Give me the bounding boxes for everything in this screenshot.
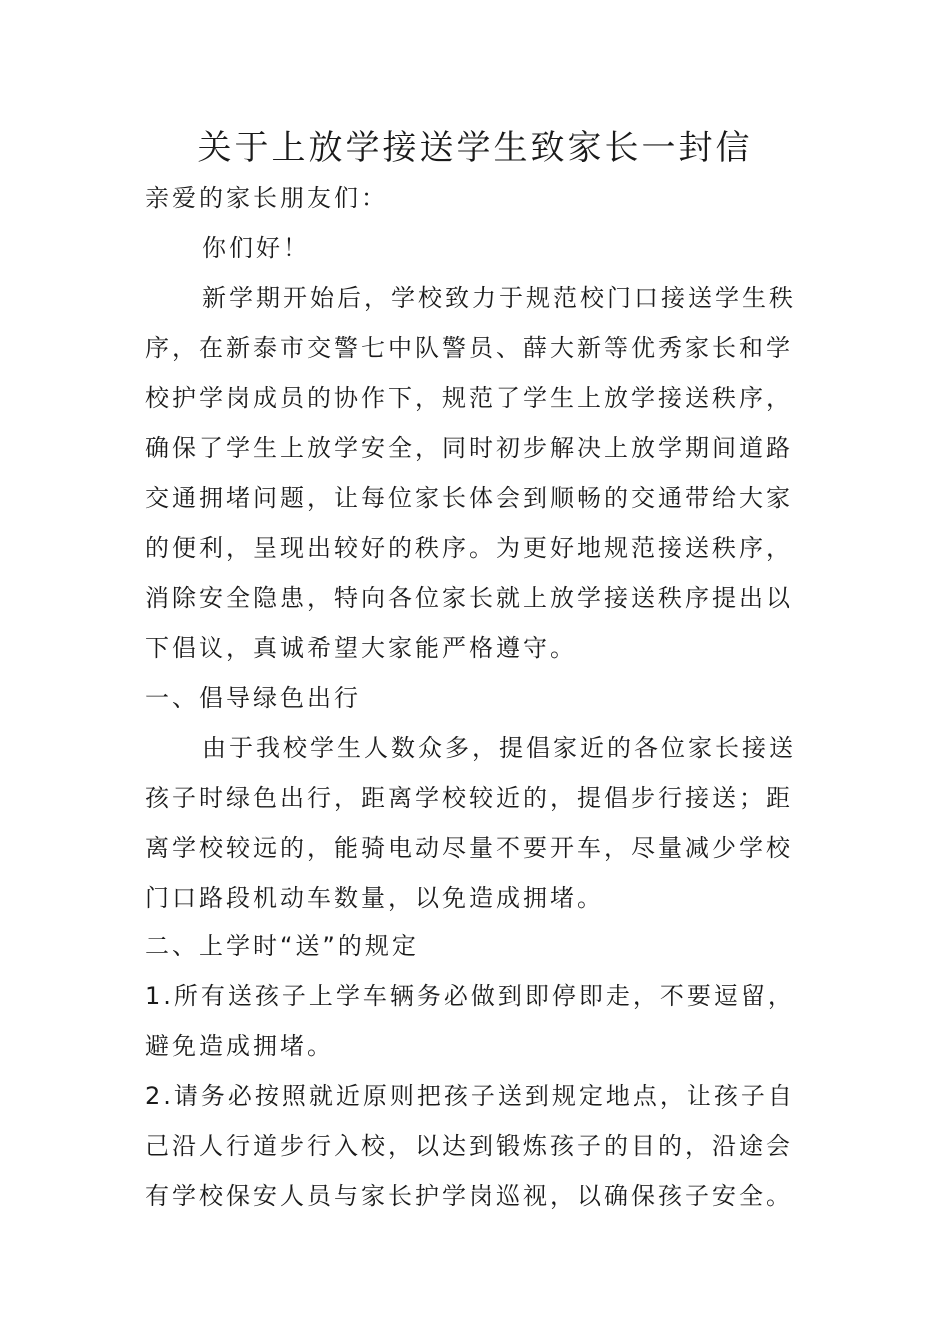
- body-line: 有学校保安人员与家长护学岗巡视，以确保孩子安全。: [145, 1182, 793, 1210]
- body-line: 避免造成拥堵。: [145, 1032, 334, 1060]
- body-line: 序，在新泰市交警七中队警员、薛大新等优秀家长和学: [145, 334, 793, 362]
- body-line: 消除安全隐患，特向各位家长就上放学接送秩序提出以: [145, 584, 793, 612]
- list-item: 1.所有送孩子上学车辆务必做到即停即走，不要逗留，: [145, 982, 795, 1010]
- body-line: 孩子时绿色出行，距离学校较近的，提倡步行接送；距: [145, 784, 793, 812]
- list-item: 2.请务必按照就近原则把孩子送到规定地点，让孩子自: [145, 1082, 795, 1110]
- body-line: 确保了学生上放学安全，同时初步解决上放学期间道路: [145, 434, 793, 462]
- body-line: 离学校较远的，能骑电动尽量不要开车，尽量减少学校: [145, 834, 793, 862]
- body-line: 己沿人行道步行入校，以达到锻炼孩子的目的，沿途会: [145, 1132, 793, 1160]
- body-line: 校护学岗成员的协作下，规范了学生上放学接送秩序，: [145, 384, 793, 412]
- body-line: 新学期开始后，学校致力于规范校门口接送学生秩: [202, 284, 796, 312]
- section-heading: 一、倡导绿色出行: [145, 684, 361, 712]
- body-line: 门口路段机动车数量，以免造成拥堵。: [145, 884, 604, 912]
- salutation: 亲爱的家长朋友们：: [145, 184, 388, 212]
- body-line: 交通拥堵问题，让每位家长体会到顺畅的交通带给大家: [145, 484, 793, 512]
- document-title: 关于上放学接送学生致家长一封信: [197, 128, 753, 168]
- greeting: 你们好！: [202, 234, 310, 262]
- body-line: 由于我校学生人数众多，提倡家近的各位家长接送: [202, 734, 796, 762]
- section-heading: 二、上学时“送”的规定: [145, 932, 419, 960]
- body-line: 下倡议，真诚希望大家能严格遵守。: [145, 634, 577, 662]
- body-line: 的便利，呈现出较好的秩序。为更好地规范接送秩序，: [145, 534, 793, 562]
